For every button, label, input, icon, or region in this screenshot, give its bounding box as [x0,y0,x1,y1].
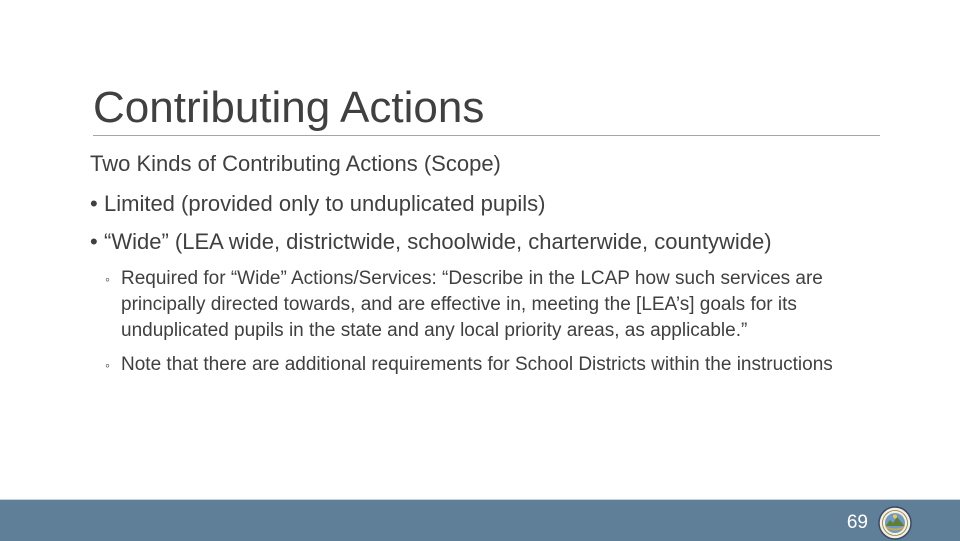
slide-title: Contributing Actions [93,83,485,132]
bullet-limited [90,190,890,218]
slide-number: 69 [846,512,868,533]
sub-bullet-marker: ◦ [105,271,110,287]
sub-bullet-text: Note that there are additional requirements for School Districts within the instructions [121,354,833,375]
slide-body [90,148,890,386]
sub-bullet-note [105,352,890,378]
sub-bullet-text: Required for “Wide” Actions/Services: “Describe in the LCAP how such services are principally directed towards, and are effective in, meeting the [LEA’s] goals for its unduplicated pupils in the state and any local priority areas, as applicable.” [121,268,823,341]
sub-bullet-required [105,266,890,344]
bullet-marker: • [90,229,98,254]
bullet-marker: • [90,191,98,216]
subheading: Two Kinds of Contributing Actions (Scope) [90,151,501,176]
bullet-text: “Wide” (LEA wide, districtwide, schoolwide, charterwide, countywide) [104,229,772,254]
state-seal-icon [878,506,912,540]
title-divider [93,135,880,136]
footer-band [0,499,960,541]
bullet-wide [90,228,890,256]
bullet-text: Limited (provided only to unduplicated pupils) [104,191,546,216]
sub-bullet-marker: ◦ [105,357,110,373]
